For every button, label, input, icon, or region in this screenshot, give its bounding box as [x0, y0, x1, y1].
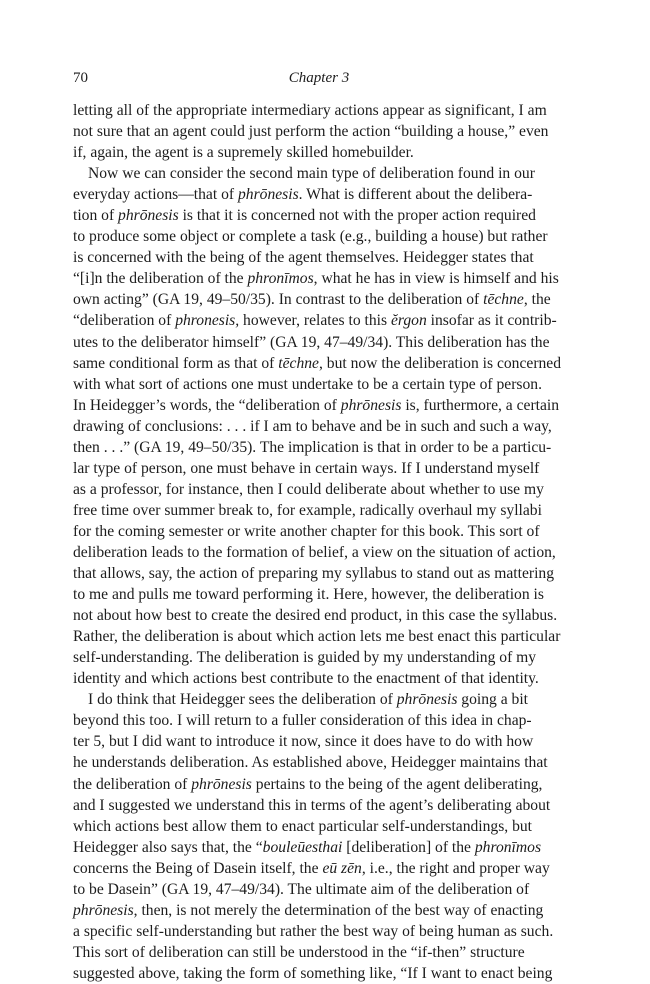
text-line [73, 689, 566, 710]
text-run: everyday actions—that of [73, 186, 238, 204]
text-line [73, 395, 566, 416]
text-line [73, 563, 566, 584]
text-line [73, 774, 566, 795]
italic-term: eū zēn [322, 859, 362, 877]
italic-term: phrōnesis [118, 207, 179, 225]
text-run: . What is different about the delibera- [298, 186, 533, 204]
text-run: , what he has in view is himself and his [313, 270, 559, 288]
text-run: if, again, the agent is a supremely skilled homebuilder. [73, 144, 414, 162]
text-run: is concerned with the being of the agent themselves. Heidegger states that [73, 249, 534, 267]
text-run: identity and which actions best contribute to the enactment of that identity. [73, 670, 539, 688]
text-line [73, 353, 566, 374]
text-run: This sort of deliberation can still be understood in the “if-then” structure [73, 943, 525, 961]
italic-term: ĕrgon [390, 312, 427, 330]
text-line [73, 731, 566, 752]
text-line [73, 837, 566, 858]
page-number: 70 [73, 70, 88, 86]
text-line [73, 247, 566, 268]
text-run: pertains to the being of the agent deliberating, [251, 775, 543, 793]
text-run: for the coming semester or write another chapter for this book. This sort of [73, 522, 540, 540]
text-line [73, 163, 566, 184]
text-run: own acting” (GA 19, 49–50/35). In contrast to the deliberation of [73, 291, 484, 309]
text-line [73, 752, 566, 773]
text-run: to be Dasein” (GA 19, 47–49/34). The ultimate aim of the deliberation of [73, 880, 530, 898]
text-run: going a bit [457, 691, 529, 709]
italic-term: phrōnesis [191, 775, 252, 793]
text-line [73, 584, 566, 605]
text-line [73, 121, 566, 142]
text-run: Now we can consider the second main type of deliberation found in our [88, 165, 535, 183]
italic-term: tēchne [278, 354, 319, 372]
text-run: lar type of person, one must behave in certain ways. If I understand myself [73, 459, 540, 477]
text-line [73, 374, 566, 395]
text-run: Rather, the deliberation is about which action lets me best enact this particular [73, 628, 561, 646]
text-run: which actions best allow them to enact particular self-understandings, but [73, 817, 533, 835]
text-run: free time over summer break to, for example, radically overhaul my syllabi [73, 501, 542, 519]
text-run: insofar as it contrib- [426, 312, 557, 330]
text-run: he understands deliberation. As established above, Heidegger maintains that [73, 754, 548, 772]
text-run: , i.e., the right and proper way [361, 859, 550, 877]
text-line [73, 458, 566, 479]
text-run: tion of [73, 207, 119, 225]
text-run: with what sort of actions one must undertake to be a certain type of person. [73, 375, 542, 393]
text-run: , the [523, 291, 551, 309]
text-run: , but now the deliberation is concerned [318, 354, 562, 372]
italic-term: phronesis, [175, 312, 240, 330]
text-run: same conditional form as that of [73, 354, 279, 372]
chapter-title: Chapter 3 [288, 70, 350, 86]
text-run: I do think that Heidegger sees the deliberation of [88, 691, 397, 709]
text-line [73, 268, 566, 289]
text-line [73, 879, 566, 900]
text-line [73, 921, 566, 942]
text-line [73, 647, 566, 668]
text-run: as a professor, for instance, then I could deliberate about whether to use my [73, 480, 544, 498]
text-run: a specific self-understanding but rather the best way of being human as such. [73, 922, 554, 940]
text-line [73, 100, 566, 121]
text-line [73, 626, 566, 647]
text-run: “[i]n the deliberation of the [73, 270, 248, 288]
text-run: Heidegger also says that, the “ [73, 838, 263, 856]
text-line [73, 900, 566, 921]
text-run: “deliberation of [73, 312, 176, 330]
text-run: and I suggested we understand this in terms of the agent’s deliberating about [73, 796, 551, 814]
text-run: letting all of the appropriate intermediary actions appear as significant, I am [73, 102, 547, 119]
italic-term: phrōnesis [237, 186, 299, 204]
text-run: , then, is not merely the determination of the best way of enacting [133, 901, 544, 919]
italic-term: tēchne [483, 291, 524, 309]
text-line [73, 942, 566, 963]
text-run: to me and pulls me toward performing it. Here, however, the deliberation is [73, 586, 544, 604]
text-line [73, 500, 566, 521]
text-run: that allows, say, the action of preparing my syllabus to stand out as mattering [73, 565, 554, 583]
text-run: self-understanding. The deliberation is guided by my understanding of my [73, 649, 537, 667]
body-text [73, 100, 566, 984]
text-run: not sure that an agent could just perform the action “building a house,” even [73, 123, 549, 141]
text-run: In Heidegger’s words, the “deliberation of [73, 396, 341, 414]
text-run: suggested above, taking the form of something like, “If I want to enact being [73, 964, 553, 982]
text-run: deliberation leads to the formation of belief, a view on the situation of action, [73, 543, 556, 561]
text-run: then . . .” (GA 19, 49–50/35). The implication is that in order to be a particu- [73, 438, 552, 456]
text-line [73, 437, 566, 458]
text-run: ter 5, but I did want to introduce it now, since it does have to do with how [73, 733, 534, 751]
text-line [73, 795, 566, 816]
text-run: utes to the deliberator himself” (GA 19, 47–49/34). This deliberation has the [73, 333, 550, 351]
text-run: not about how best to create the desired end product, in this case the syllabus. [73, 607, 558, 625]
italic-term: phrōnesis [340, 396, 402, 414]
italic-term: bouleūesthai [262, 838, 343, 856]
text-line [73, 142, 566, 163]
text-run: however, relates to this [239, 312, 391, 330]
text-line [73, 963, 566, 984]
text-run: drawing of conclusions: . . . if I am to behave and be in such and such a way, [73, 417, 552, 435]
text-line [73, 289, 566, 310]
text-line [73, 668, 566, 689]
text-line [73, 332, 566, 353]
text-line [73, 479, 566, 500]
text-line [73, 858, 566, 879]
text-run: [deliberation] of the [342, 838, 475, 856]
text-line [73, 226, 566, 247]
running-header [73, 68, 565, 88]
text-line [73, 710, 566, 731]
text-line [73, 310, 566, 331]
text-line [73, 184, 566, 205]
text-line [73, 521, 566, 542]
text-line [73, 816, 566, 837]
text-run: concerns the Being of Dasein itself, the [73, 859, 323, 877]
text-run: is, furthermore, a certain [401, 396, 560, 414]
italic-term: phrōnesis [73, 901, 134, 919]
text-line [73, 416, 566, 437]
text-run: beyond this too. I will return to a fuller consideration of this idea in chap- [73, 712, 532, 730]
italic-term: phrōnesis [396, 691, 458, 709]
text-line [73, 205, 566, 226]
italic-term: phronīmos [247, 270, 314, 288]
italic-term: phronīmos [474, 838, 542, 856]
text-run: the deliberation of [73, 775, 192, 793]
text-run: is that it is concerned not with the proper action required [178, 207, 536, 225]
text-line [73, 605, 566, 626]
text-run: to produce some object or complete a task (e.g., building a house) but rather [73, 228, 548, 246]
text-line [73, 542, 566, 563]
